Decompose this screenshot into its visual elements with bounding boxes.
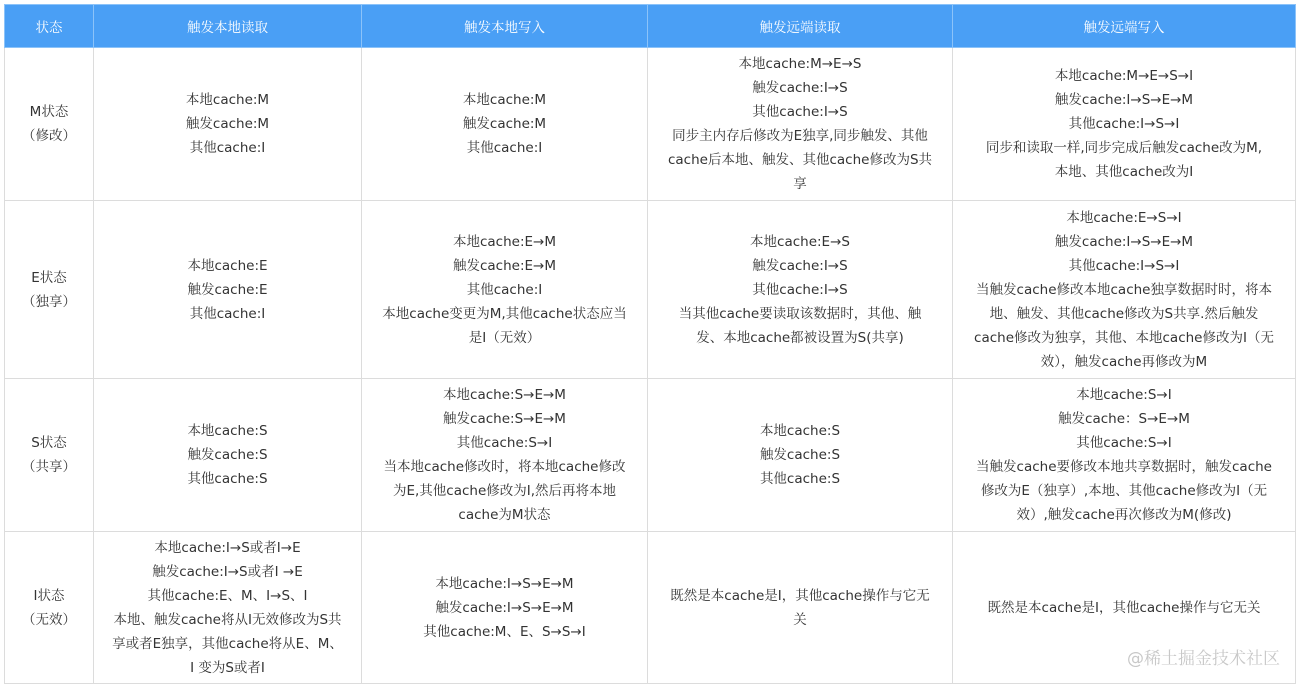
table-row-m (5, 48, 1296, 201)
local-read-cell: 本地cache:E 触发cache:E 其他cache:I (94, 201, 362, 379)
cache-state-table (4, 4, 1296, 684)
watermark: @稀土掘金技术社区 (1127, 649, 1280, 669)
remote-write-cell: 本地cache:E→S→I 触发cache:I→S→E→M 其他cache:I→S→I 当触发cache修改本地cache独享数据时时，将本 地、触发、其他cache修改为S共享.然后触发 cache修改为独享，其他、本地cache修改为I（无 效），触发cache再修改为M (953, 201, 1296, 379)
header-local-write: 触发本地写入 (362, 5, 648, 48)
local-write-cell: 本地cache:I→S→E→M 触发cache:I→S→E→M 其他cache:M、E、S→S→I (362, 532, 648, 684)
remote-read-cell: 本地cache:S 触发cache:S 其他cache:S (648, 379, 953, 532)
state-cell: I状态 （无效） (5, 532, 94, 684)
header-local-read: 触发本地读取 (94, 5, 362, 48)
header-remote-write: 触发远端写入 (953, 5, 1296, 48)
remote-write-cell: 本地cache:M→E→S→I 触发cache:I→S→E→M 其他cache:I→S→I 同步和读取一样,同步完成后触发cache改为M, 本地、其他cache改为I (953, 48, 1296, 201)
state-cell: E状态 （独享） (5, 201, 94, 379)
header-state: 状态 (5, 5, 94, 48)
remote-read-cell: 本地cache:E→S 触发cache:I→S 其他cache:I→S 当其他cache要读取该数据时，其他、触 发、本地cache都被设置为S(共享) (648, 201, 953, 379)
table-row-s (5, 379, 1296, 532)
local-write-cell: 本地cache:S→E→M 触发cache:S→E→M 其他cache:S→I 当本地cache修改时，将本地cache修改 为E,其他cache修改为I,然后再将本地 cache为M状态 (362, 379, 648, 532)
remote-read-cell: 既然是本cache是I，其他cache操作与它无 关 (648, 532, 953, 684)
local-read-cell: 本地cache:S 触发cache:S 其他cache:S (94, 379, 362, 532)
header-row (5, 5, 1296, 48)
local-write-cell: 本地cache:E→M 触发cache:E→M 其他cache:I 本地cache变更为M,其他cache状态应当 是I（无效） (362, 201, 648, 379)
state-cell: S状态 （共享） (5, 379, 94, 532)
local-read-cell: 本地cache:I→S或者I→E 触发cache:I→S或者I →E 其他cache:E、M、I→S、I 本地、触发cache将从I无效修改为S共 享或者E独享，其他cache将从E、M、 I 变为S或者I (94, 532, 362, 684)
remote-write-cell: 本地cache:S→I 触发cache：S→E→M 其他cache:S→I 当触发cache要修改本地共享数据时，触发cache 修改为E（独享）,本地、其他cache修改为I（无 效）,触发cache再次修改为M(修改) (953, 379, 1296, 532)
header-remote-read: 触发远端读取 (648, 5, 953, 48)
local-write-cell: 本地cache:M 触发cache:M 其他cache:I (362, 48, 648, 201)
table-row-i (5, 532, 1296, 684)
state-cell: M状态 （修改） (5, 48, 94, 201)
table-row-e (5, 201, 1296, 379)
remote-read-cell: 本地cache:M→E→S 触发cache:I→S 其他cache:I→S 同步主内存后修改为E独享,同步触发、其他 cache后本地、触发、其他cache修改为S共 享 (648, 48, 953, 201)
remote-write-cell: 既然是本cache是I，其他cache操作与它无关 (953, 532, 1296, 684)
local-read-cell: 本地cache:M 触发cache:M 其他cache:I (94, 48, 362, 201)
